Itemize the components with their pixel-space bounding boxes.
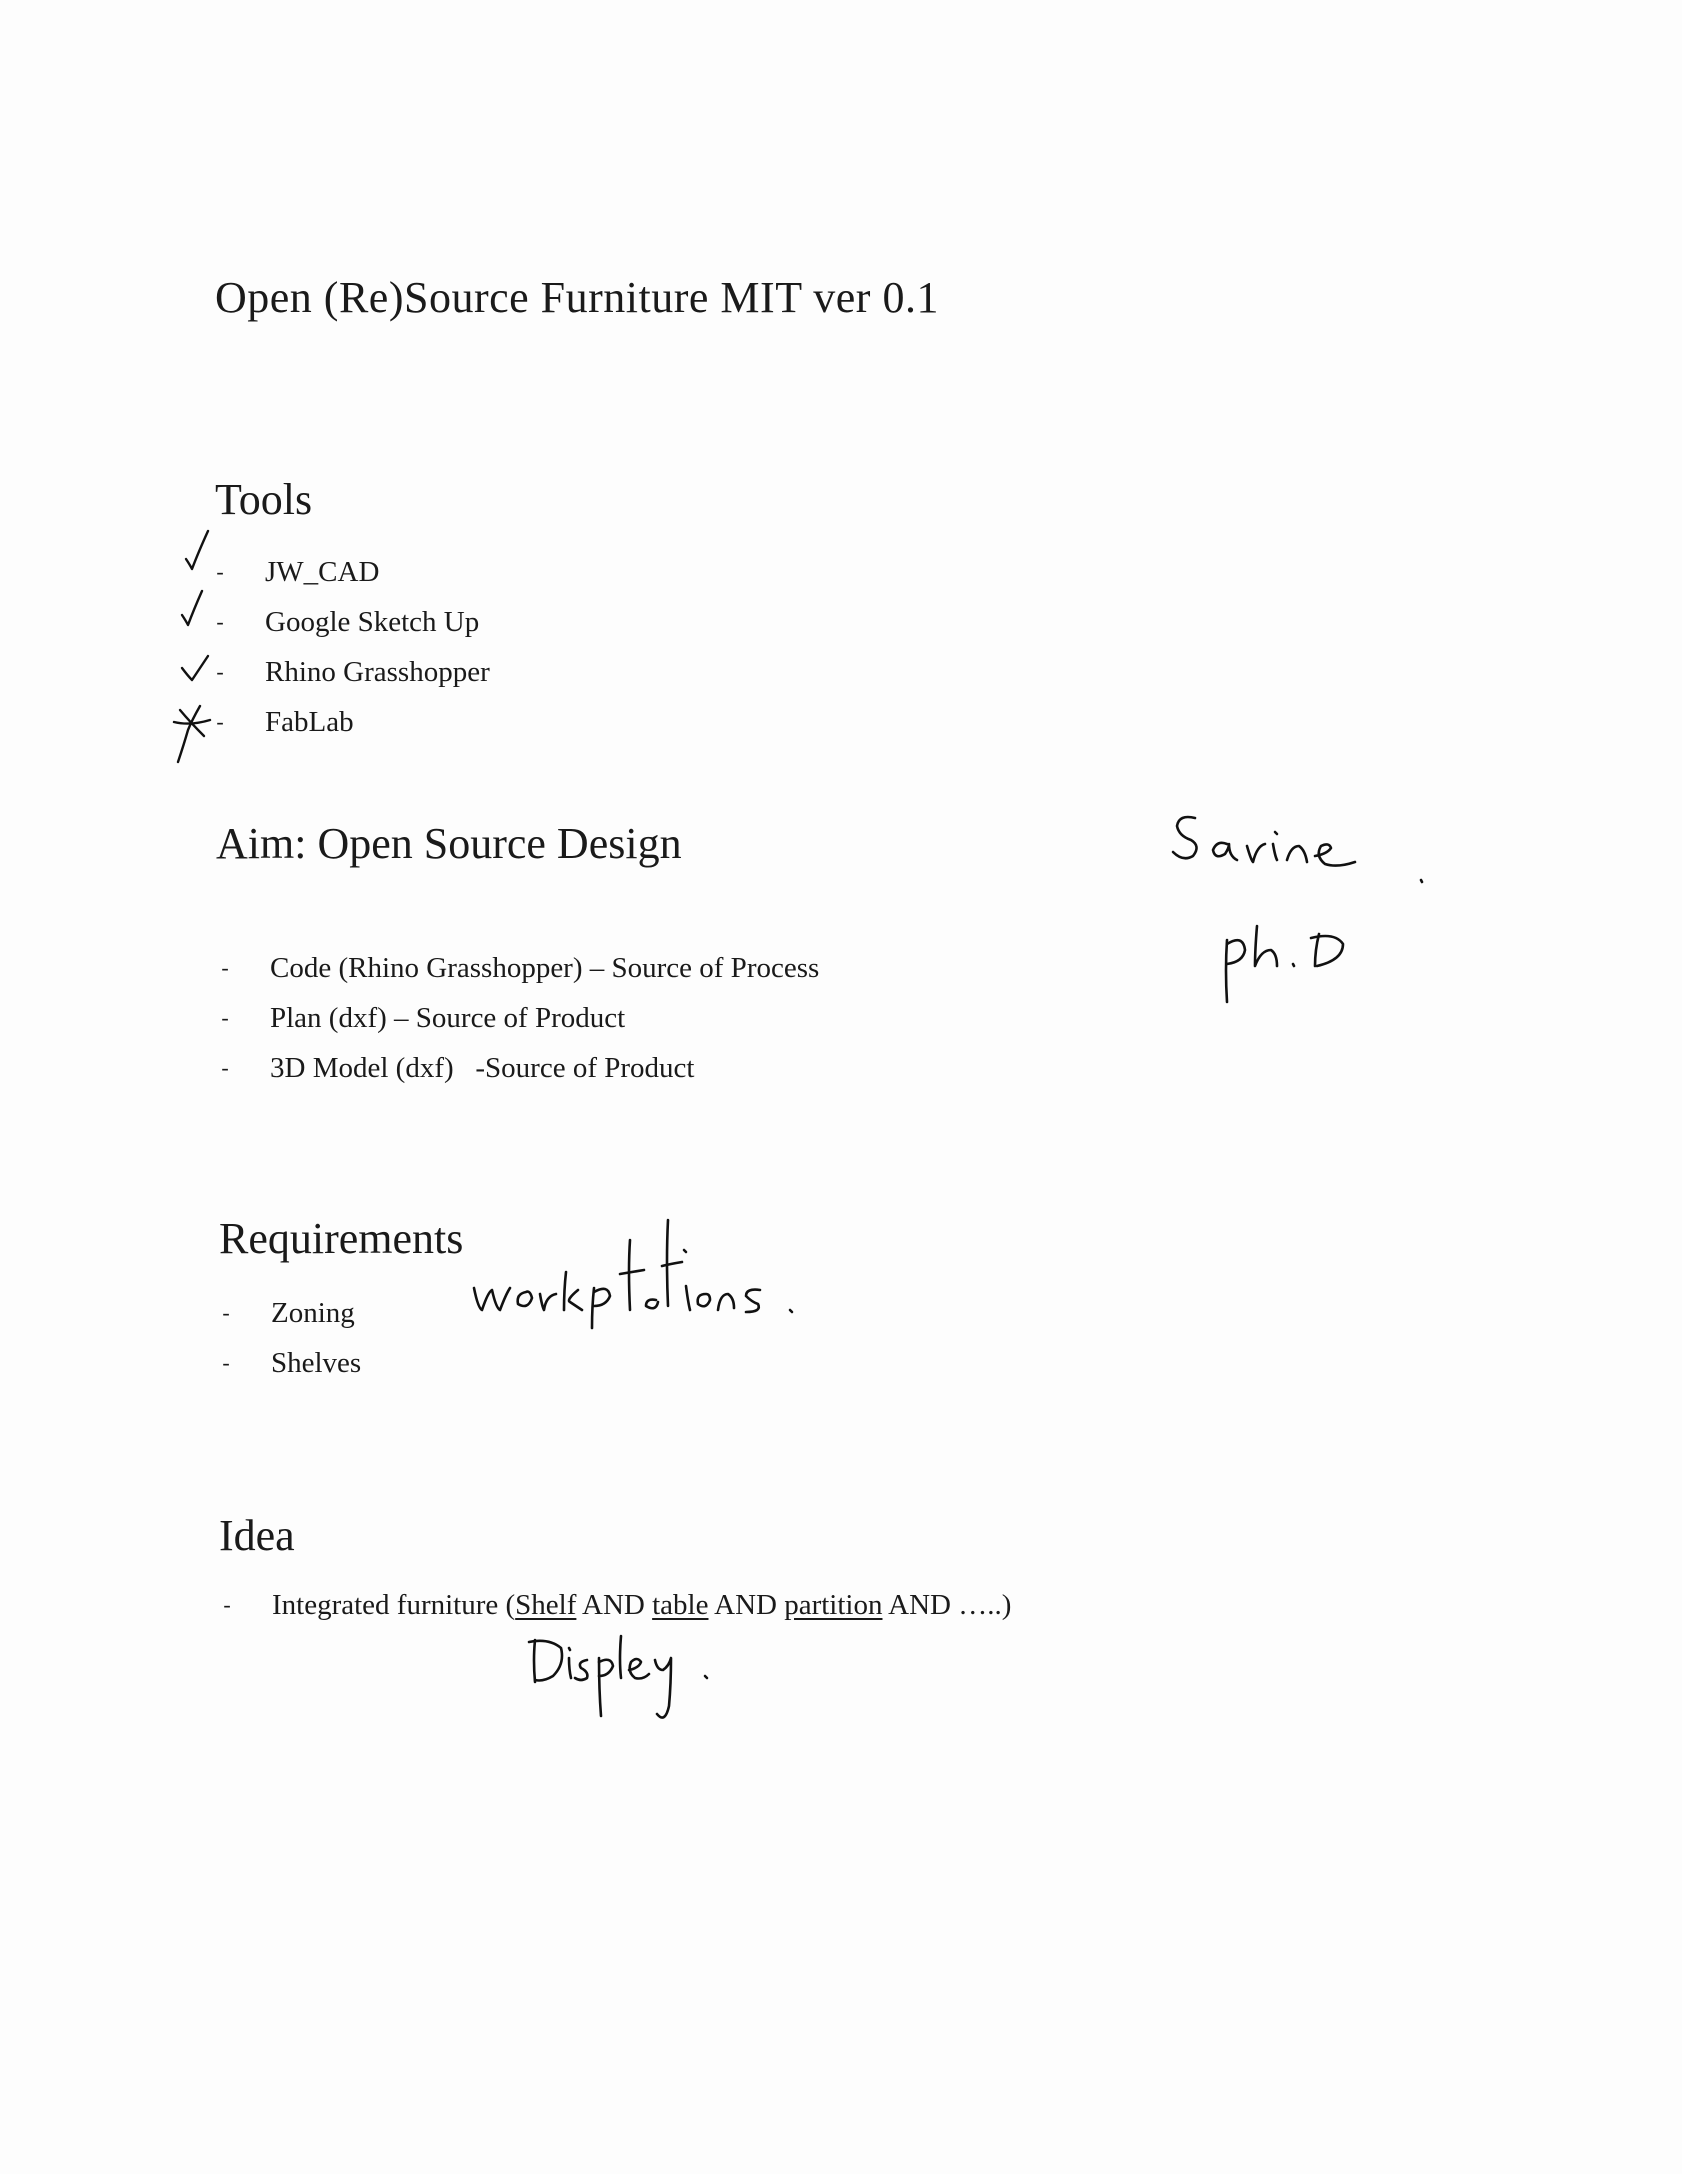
requirement-label: Shelves: [271, 1347, 362, 1379]
requirements-heading: Requirements: [219, 1214, 464, 1263]
tool-label: Rhino Grasshopper: [265, 656, 490, 688]
tool-label: JW_CAD: [265, 556, 380, 588]
list-marker: -: [216, 709, 224, 734]
idea-and-2: AND: [708, 1589, 785, 1621]
list-marker: -: [221, 1005, 229, 1030]
idea-shelf: Shelf: [515, 1589, 577, 1621]
list-marker: -: [221, 955, 229, 980]
requirements-list: [219, 1288, 361, 1388]
document-title: Open (Re)Source Furniture MIT ver 0.1: [215, 273, 939, 322]
list-marker: -: [221, 1055, 229, 1080]
list-marker: -: [222, 1350, 230, 1375]
list-item: [219, 1288, 361, 1338]
idea-partition: partition: [784, 1589, 883, 1621]
list-item: [218, 1043, 819, 1093]
handwritten-sarine: [1165, 800, 1435, 910]
aim-list: [218, 943, 819, 1093]
list-marker: -: [216, 559, 224, 584]
aim-item-label: Code (Rhino Grasshopper) – Source of Process: [270, 952, 820, 984]
idea-heading: Idea: [219, 1511, 295, 1560]
aim-item-label: 3D Model (dxf) -Source of Product: [270, 1052, 695, 1084]
list-item: [220, 1580, 1011, 1630]
idea-and-1: AND: [576, 1589, 653, 1621]
idea-list: [220, 1580, 1011, 1630]
check-mark-icon: [176, 585, 216, 635]
list-item: [213, 647, 490, 697]
tool-label: Google Sketch Up: [265, 606, 480, 638]
list-item: [218, 993, 819, 1043]
tools-heading: Tools: [215, 475, 313, 524]
handwritten-phd: [1215, 920, 1385, 1020]
list-item: [213, 547, 490, 597]
tool-label: FabLab: [265, 706, 354, 738]
list-item: [219, 1338, 361, 1388]
check-mark-icon: [178, 650, 218, 690]
idea-prefix: Integrated furniture (: [272, 1589, 516, 1621]
list-marker: -: [216, 609, 224, 634]
aim-item-label: Plan (dxf) – Source of Product: [270, 1002, 626, 1034]
list-item: [213, 597, 490, 647]
requirement-label: Zoning: [271, 1297, 355, 1329]
list-marker: -: [223, 1592, 231, 1617]
list-marker: -: [216, 659, 224, 684]
handwritten-display: [525, 1630, 725, 1730]
handwritten-workstations: [470, 1210, 830, 1330]
list-item: [213, 697, 490, 747]
list-marker: -: [222, 1300, 230, 1325]
cross-mark-icon: [170, 700, 220, 770]
list-item: [218, 943, 819, 993]
tools-list: [213, 547, 490, 747]
aim-heading: Aim: Open Source Design: [216, 819, 682, 868]
idea-suffix: AND …..): [882, 1589, 1012, 1621]
idea-table: table: [652, 1589, 709, 1621]
check-mark-icon: [178, 525, 218, 575]
